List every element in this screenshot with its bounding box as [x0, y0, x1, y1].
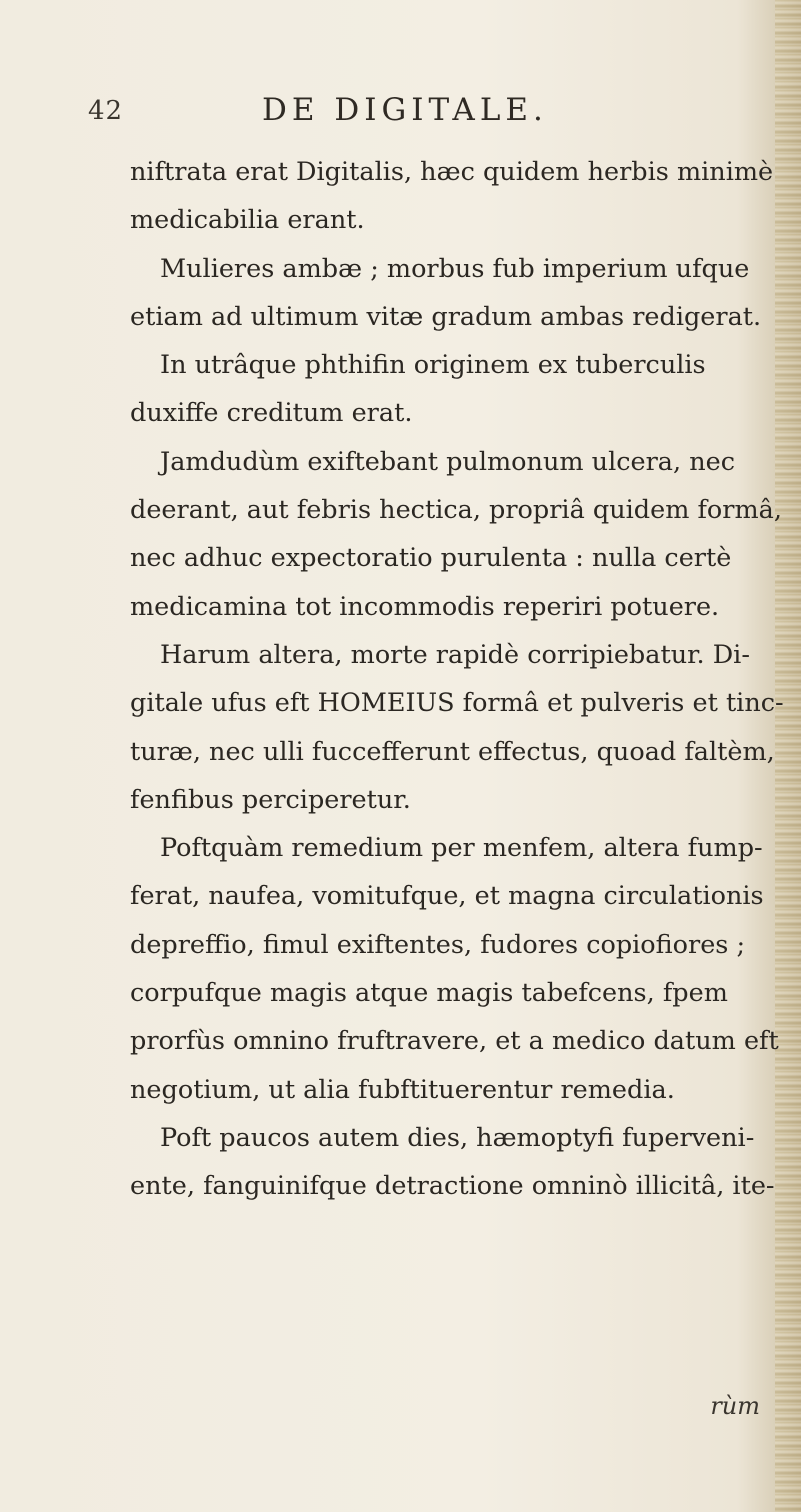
- text-line: duxiffe creditum erat.: [130, 398, 413, 429]
- text-line: Mulieres ambæ ; morbus fub imperium ufque: [160, 253, 750, 284]
- page-number: 42: [88, 96, 124, 126]
- text-line: turæ, nec ulli fuccefferunt effectus, quoad faltèm,: [130, 736, 775, 767]
- text-line: depreffio, fimul exiftentes, fudores copiofiores ;: [130, 929, 746, 960]
- text-line: fenfibus perciperetur.: [130, 784, 411, 815]
- text-line: corpufque magis atque magis tabefcens, fpem: [130, 978, 728, 1009]
- running-title: DE DIGITALE.: [262, 92, 548, 128]
- text-line: Poft paucos autem dies, hæmoptyfi fuperveni-: [160, 1122, 755, 1153]
- text-line: In utrâque phthifin originem ex tuberculis: [160, 350, 706, 381]
- text-line: Harum altera, morte rapidè corripiebatur. Di-: [160, 639, 750, 670]
- text-line: nec adhuc expectoratio purulenta : nulla certè: [130, 543, 732, 574]
- text-line: Poftquàm remedium per menfem, altera fump-: [160, 833, 763, 864]
- body-text: [130, 148, 790, 1211]
- text-line: etiam ad ultimum vitæ gradum ambas redigerat.: [130, 301, 762, 332]
- text-line: gitale ufus eft HOMEIUS formâ et pulveris et tinc-: [130, 688, 784, 719]
- catchword-row: [130, 1392, 760, 1420]
- text-line: deerant, aut febris hectica, propriâ quidem formâ,: [130, 495, 782, 526]
- page-header: [0, 92, 801, 132]
- text-line: negotium, ut alia fubftituerentur remedia.: [130, 1074, 675, 1105]
- text-line: ente, fanguinifque detractione omninò illicitâ, ite-: [130, 1171, 775, 1202]
- catchword: rùm: [710, 1392, 760, 1420]
- text-line: medicabilia erant.: [130, 205, 365, 236]
- text-line: ferat, naufea, vomitufque, et magna circulationis: [130, 881, 764, 912]
- text-line: Jamdudùm exiftebant pulmonum ulcera, nec: [160, 446, 736, 477]
- text-line: prorfùs omnino fruftravere, et a medico datum eft: [130, 1026, 779, 1057]
- text-line: medicamina tot incommodis reperiri potuere.: [130, 591, 720, 622]
- text-line: niftrata erat Digitalis, hæc quidem herbis minimè: [130, 157, 774, 187]
